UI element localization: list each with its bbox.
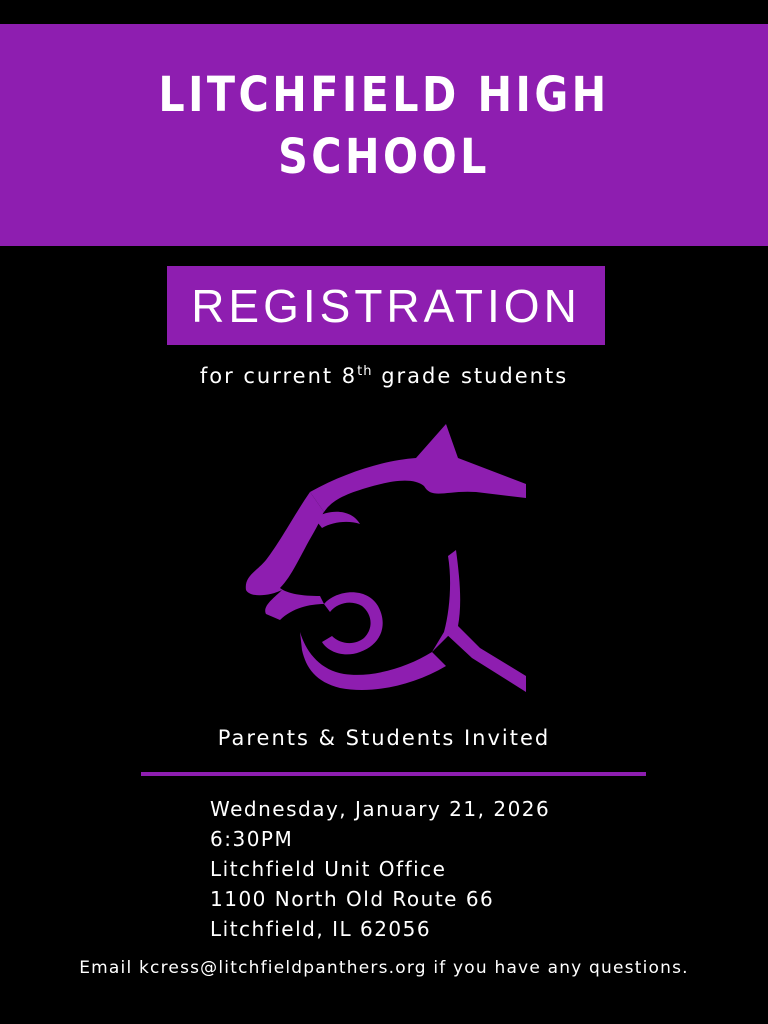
event-street: 1100 North Old Route 66 [210, 887, 495, 911]
panther-head-icon [236, 420, 532, 700]
subtitle-prefix: for current 8 [199, 364, 358, 388]
contact-email-line: Email kcress@litchfieldpanthers.org if you have any questions. [79, 958, 689, 978]
event-date: Wednesday, January 21, 2026 [210, 797, 551, 821]
event-venue: Litchfield Unit Office [210, 857, 447, 881]
school-title [54, 64, 714, 188]
divider-line [141, 772, 646, 776]
school-title-line1: LITCHFIELD HIGH [158, 67, 610, 123]
audience-subtitle [0, 364, 768, 388]
invitation-text: Parents & Students Invited [217, 726, 551, 750]
subtitle-superscript: th [357, 364, 373, 379]
event-details [210, 794, 550, 944]
event-time: 6:30PM [210, 827, 294, 851]
subtitle-suffix: grade students [372, 364, 569, 388]
school-title-line2: SCHOOL [278, 129, 490, 185]
event-city: Litchfield, IL 62056 [210, 917, 432, 941]
registration-heading: REGISTRATION [191, 279, 581, 332]
registration-banner [167, 266, 605, 345]
